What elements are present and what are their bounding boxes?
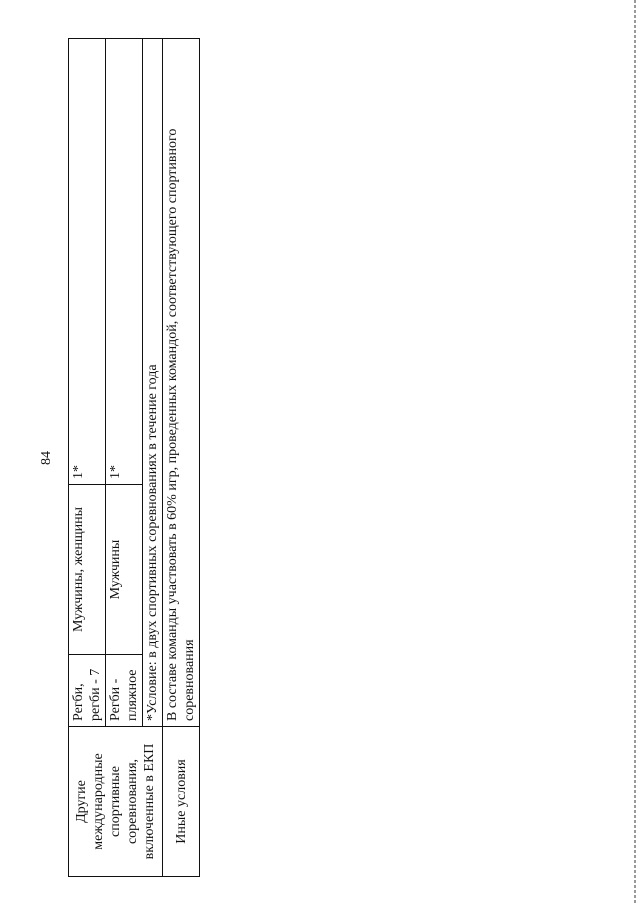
sport-name-cell: Регби, регби - 7 [69, 655, 106, 727]
table-row [69, 39, 106, 877]
page-edge-line [634, 0, 636, 905]
gender-cell: Мужчины, женщины [69, 485, 106, 655]
competition-type-cell: Другие международные спортивные соревнования, включенные в ЕКП [69, 727, 163, 877]
table-row [163, 39, 200, 877]
gender-cell: Мужчины [106, 485, 143, 655]
page-number: 84 [39, 451, 54, 465]
requirements-table [68, 38, 200, 877]
other-conditions-label-cell: Иные условия [163, 727, 200, 877]
footnote-cell: *Условие: в двух спортивных соревнованиях в течение года [143, 39, 163, 727]
sport-name-cell: Регби - пляжное [106, 655, 143, 727]
quota-cell: 1* [69, 39, 106, 485]
rotated-table-wrapper [68, 39, 197, 877]
other-conditions-text-cell: В составе команды участвовать в 60% игр, проведенных командой, соответствующего спортивного соревнования [163, 39, 200, 727]
quota-cell: 1* [106, 39, 143, 485]
